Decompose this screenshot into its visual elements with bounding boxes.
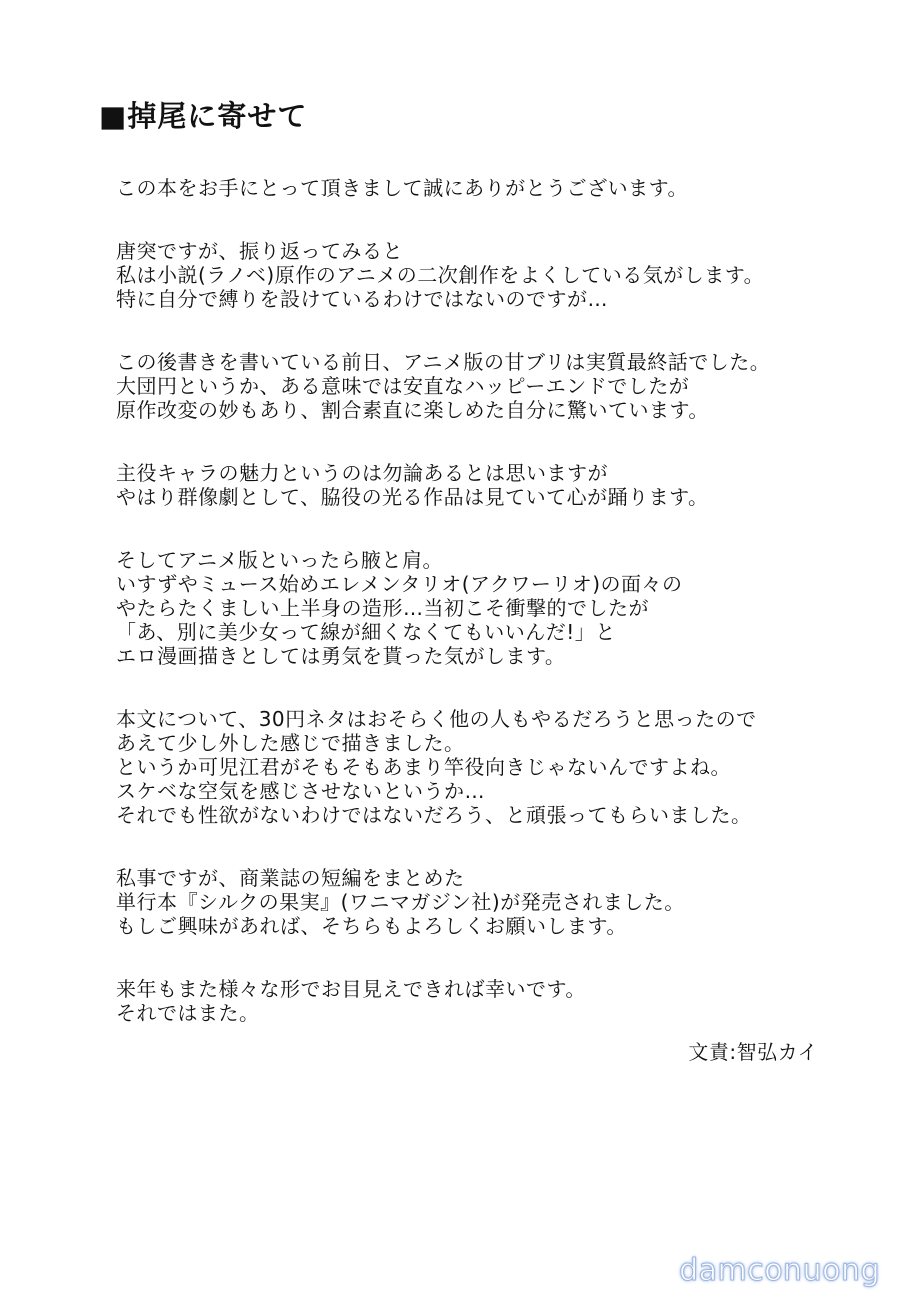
text-line: 私は小説(ラノベ)原作のアニメの二次創作をよくしている気がします。 <box>116 263 765 287</box>
text-line: エロ漫画描きとしては勇気を貰った気がします。 <box>116 644 566 668</box>
text-line: 大団円というか、ある意味では安直なハッピーエンドでしたが <box>116 374 690 398</box>
text-line: やたらたくましい上半身の造形…当初こそ衝撃的でしたが <box>116 596 649 620</box>
text-line: それでも性欲がないわけではないだろう、と頑張ってもらいました。 <box>116 803 752 827</box>
text-line: 単行本『シルクの果実』(ワニマガジン社)が発売されました。 <box>116 890 685 914</box>
text-line: この後書きを書いている前日、アニメ版の甘ブリは実質最終話でした。 <box>116 350 771 374</box>
paragraph <box>116 707 856 827</box>
text-line: いすずやミュース始めエレメンタリオ(アクワーリオ)の面々の <box>116 572 683 596</box>
text-line: 唐突ですが、振り返ってみると <box>116 239 403 263</box>
paragraph <box>116 548 856 668</box>
text-line: 原作改変の妙もあり、割合素直に楽しめた自分に驚いています。 <box>116 398 709 422</box>
text-line: この本をお手にとって頂きまして誠にありがとうございます。 <box>116 176 688 200</box>
text-line: 来年もまた様々な形でお目見えできれば幸いです。 <box>116 977 586 1001</box>
site-watermark: damconuong <box>679 1253 880 1288</box>
author-signature: 文責:智弘カイ <box>688 1040 818 1064</box>
text-line: スケベな空気を感じさせないというか… <box>116 779 485 803</box>
text-line: 特に自分で縛りを設けているわけではないのですが… <box>116 287 608 311</box>
text-line: 本文について、30円ネタはおそらく他の人もやるだろうと思ったので <box>116 707 757 731</box>
text-line: やはり群像劇として、脇役の光る作品は見ていて心が踊ります。 <box>116 485 709 509</box>
text-line: それではまた。 <box>116 1001 260 1025</box>
afterword-body <box>116 176 856 1064</box>
text-line: あえて少し外した感じで描きました。 <box>116 731 465 755</box>
paragraph <box>116 350 856 422</box>
paragraph <box>116 461 856 509</box>
text-line: そしてアニメ版といったら腋と肩。 <box>116 548 443 572</box>
paragraph <box>116 977 856 1025</box>
paragraph <box>116 866 856 938</box>
text-line: というか可児江君がそもそもあまり竿役向きじゃないんですよね。 <box>116 755 731 779</box>
text-line: 私事ですが、商業誌の短編をまとめた <box>116 866 465 890</box>
text-line: 「あ、別に美少女って線が細くなくてもいいんだ!」と <box>116 620 616 644</box>
text-line: もしご興味があれば、そちらもよろしくお願いします。 <box>116 914 627 938</box>
text-line: 主役キャラの魅力というのは勿論あるとは思いますが <box>116 461 608 485</box>
page-title: ■掉尾に寄せて <box>99 99 308 133</box>
paragraph <box>116 239 856 311</box>
paragraph <box>116 176 856 200</box>
